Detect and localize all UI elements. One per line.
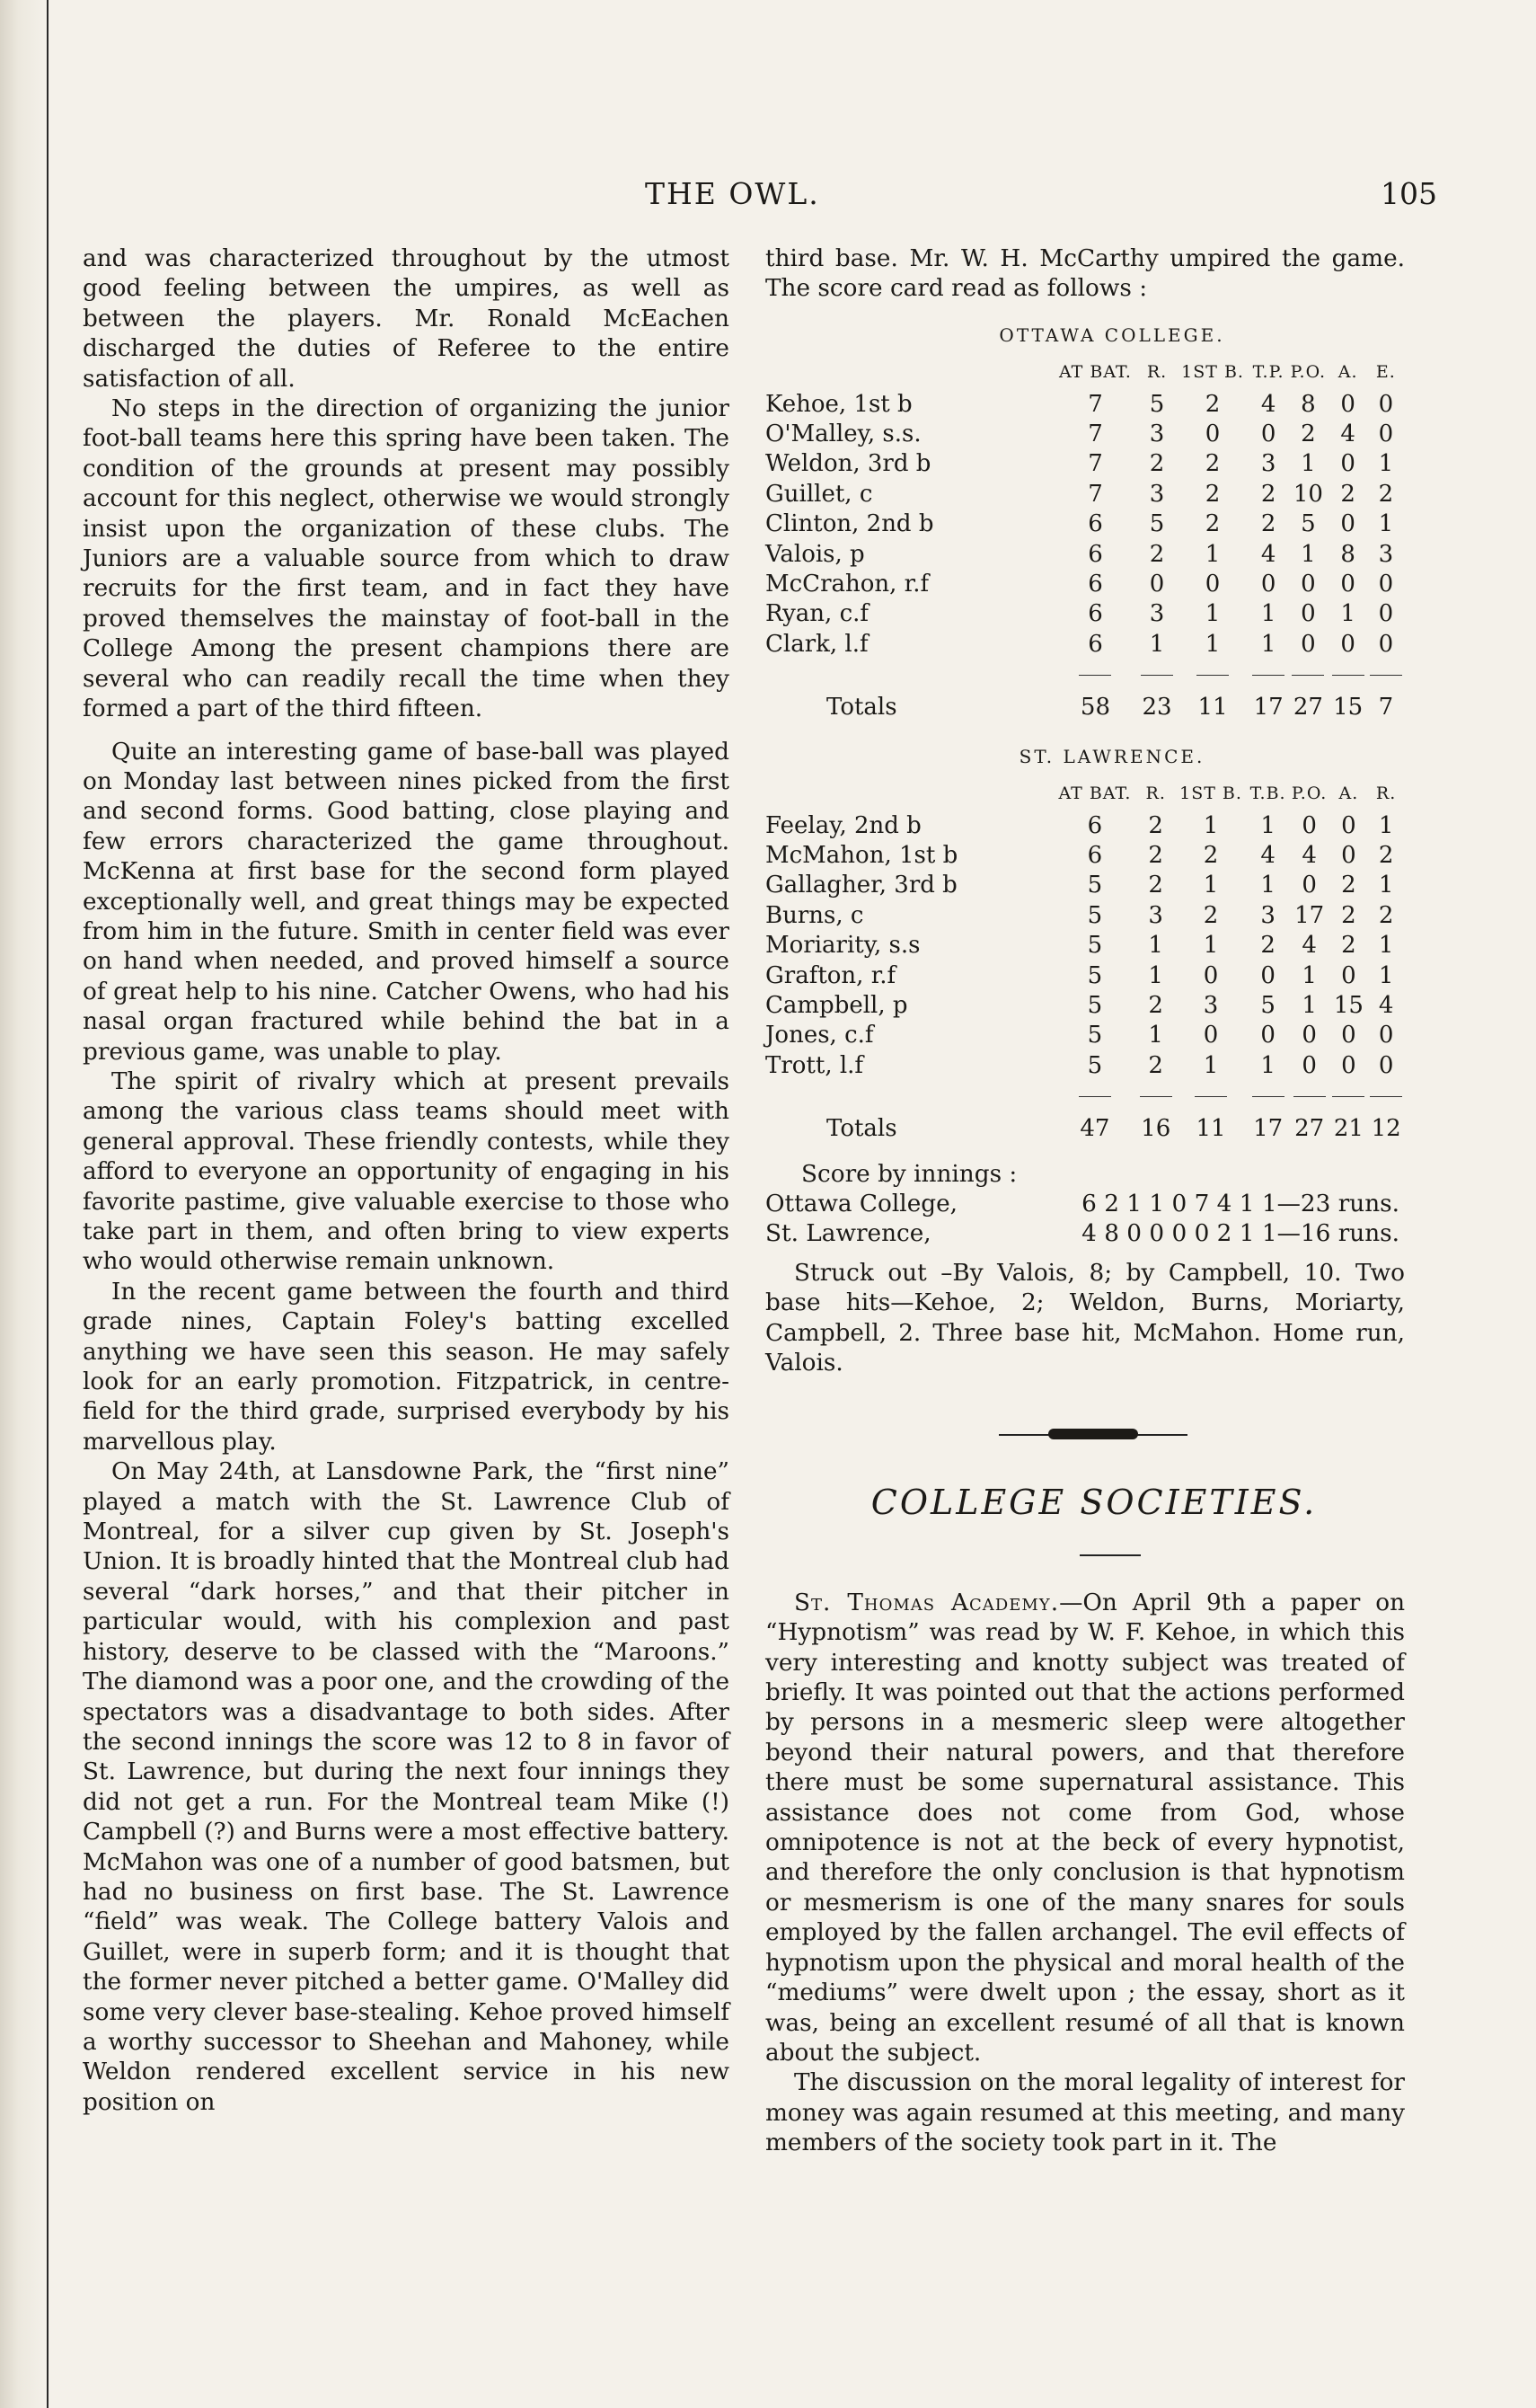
stat-cell: 2 — [1340, 480, 1355, 508]
player-name: Ryan, c.f — [765, 600, 870, 628]
paragraph-text: —On April 9th a paper on “Hypnotism” was read by W. F. Kehoe, in which this very interesting and knotty subject was treated of briefly. It was pointed out that the actions performed by persons in a mesmeric sleep were altogether beyond their natural powers, and that therefore there must be some supernatural assistance. This assistance does not come from God, whose omnipotence is not at the beck of every hypnotist, and therefore the only conclusion is that hypnotism or mesmerism is one of the many snares for souls employed by the fallen archangel. The evil effects of hypnotism upon the physical and moral health of the “mediums” were dwelt upon ; the essay, short as it was, being an excellent resumé of all that is known about the subject. — [765, 1589, 1406, 2067]
paragraph — [765, 1589, 1405, 2069]
table-row — [765, 449, 1405, 479]
stat-cell: 2 — [1378, 841, 1394, 869]
player-name: Weldon, 3rd b — [765, 450, 931, 478]
stat-cell: 1 — [1302, 991, 1317, 1019]
table-header-row — [765, 777, 1405, 810]
totals-rule-row — [765, 660, 1405, 689]
table-row — [765, 811, 1405, 841]
paragraph: No steps in the direction of organizing the junior foot-ball teams here this spring have been taken. The condition of the grounds at present may possibly account for this neglect, otherwise we would strongly insist upon the organization of these clubs. The Juniors are a valuable source from which to draw recruits for the first team, and in fact they have proved themselves the mainstay of foot-ball in the College Among the present champions there are several who can readily recall the time when they formed a part of the third fifteen. — [83, 395, 729, 723]
stat-cell: 3 — [1260, 450, 1276, 478]
stat-cell: 0 — [1301, 600, 1316, 628]
total-cell: 23 — [1142, 693, 1172, 721]
table-row — [765, 509, 1405, 539]
table-row — [765, 991, 1405, 1021]
stat-cell: 0 — [1378, 600, 1394, 628]
book-spine-edge — [0, 0, 49, 2408]
stat-cell: 0 — [1340, 450, 1355, 478]
stat-cell: 4 — [1340, 421, 1355, 448]
player-name: Burns, c — [765, 901, 864, 929]
column-header: T.B. — [1249, 783, 1286, 804]
team-heading-st-lawrence: ST. LAWRENCE. — [1019, 745, 1205, 767]
stat-cell: 3 — [1148, 901, 1163, 929]
stat-cell: 3 — [1260, 901, 1276, 929]
stat-cell: 1 — [1340, 600, 1355, 628]
innings-row-st-lawrence — [765, 1219, 1405, 1249]
total-cell: 11 — [1196, 1114, 1226, 1142]
running-title: THE OWL. — [645, 176, 820, 211]
column-header: R. — [1146, 362, 1168, 383]
innings-score: 4 8 0 0 0 0 2 1 1—16 runs. — [1081, 1220, 1399, 1248]
table-row — [765, 420, 1405, 449]
player-name: Kehoe, 1st b — [765, 390, 913, 418]
player-name: Grafton, r.f — [765, 961, 896, 989]
stat-cell: 5 — [1260, 991, 1276, 1019]
stat-cell: 0 — [1340, 510, 1355, 538]
stat-cell: 0 — [1260, 421, 1276, 448]
stat-cell: 0 — [1341, 1022, 1356, 1049]
column-header: AT BAT. — [1058, 783, 1132, 804]
stat-cell: 2 — [1148, 991, 1163, 1019]
player-name: Clinton, 2nd b — [765, 510, 934, 538]
paragraph: Quite an interesting game of base-ball was played on Monday last between nines picked from the first and second forms. Good batting, close playing and few errors characterized the game throughout. McKenna at first base for the second form played exceptionally well, and great things may be expected from him in the future. Smith in center field was ever on hand when needed, and proved himself a source of great help to his nine. Catcher Owens, who had his nasal organ fractured while behind the bat in a previous game, was unable to play. — [83, 738, 729, 1066]
column-header: A. — [1338, 783, 1359, 804]
player-name: Moriarity, s.s — [765, 932, 921, 960]
stat-cell: 1 — [1203, 932, 1219, 960]
stat-cell: 0 — [1378, 1022, 1394, 1049]
stat-cell: 2 — [1149, 540, 1165, 568]
stat-cell: 1 — [1301, 540, 1316, 568]
stat-cell: 2 — [1148, 811, 1163, 839]
totals-row — [765, 1111, 1405, 1147]
stat-cell: 0 — [1260, 961, 1276, 989]
stat-cell: 3 — [1149, 480, 1165, 508]
stat-cell: 0 — [1203, 961, 1219, 989]
stat-cell: 1 — [1148, 961, 1163, 989]
table-row — [765, 480, 1405, 509]
total-cell: 21 — [1333, 1114, 1364, 1142]
stat-cell: 8 — [1340, 540, 1355, 568]
totals-row — [765, 690, 1405, 726]
total-cell: 27 — [1293, 693, 1323, 721]
stat-cell: 4 — [1378, 991, 1394, 1019]
total-cell: 11 — [1197, 693, 1228, 721]
stat-cell: 4 — [1302, 841, 1317, 869]
stat-cell: 1 — [1302, 961, 1317, 989]
table-row — [765, 599, 1405, 629]
stat-cell: 1 — [1148, 1022, 1163, 1049]
page-number: 105 — [1381, 176, 1437, 211]
stat-cell: 5 — [1087, 901, 1103, 929]
stat-cell: 0 — [1301, 571, 1316, 598]
player-name: Clark, l.f — [765, 630, 869, 658]
stat-cell: 1 — [1148, 932, 1163, 960]
stat-cell: 1 — [1205, 600, 1221, 628]
stat-cell: 1 — [1378, 811, 1394, 839]
column-header: T.P. — [1252, 362, 1284, 383]
stat-cell: 1 — [1301, 450, 1316, 478]
stat-cell: 0 — [1302, 1022, 1317, 1049]
stat-cell: 1 — [1205, 630, 1221, 658]
stat-cell: 5 — [1087, 1051, 1103, 1079]
stat-cell: 0 — [1203, 1022, 1219, 1049]
table-row — [765, 570, 1405, 599]
stat-cell: 6 — [1088, 600, 1103, 628]
stat-cell: 1 — [1378, 961, 1394, 989]
player-name: Campbell, p — [765, 991, 908, 1019]
table-header-row — [765, 356, 1405, 389]
column-header: E. — [1375, 362, 1396, 383]
stat-cell: 0 — [1378, 630, 1394, 658]
player-name: Jones, c.f — [765, 1022, 874, 1049]
table-row — [765, 841, 1405, 871]
stat-cell: 2 — [1148, 841, 1163, 869]
innings-heading: Score by innings : — [801, 1160, 1018, 1188]
paragraph: The discussion on the moral legality of interest for money was again resumed at this meeting, and many members of the society took part in it. The — [765, 2069, 1405, 2157]
table-row — [765, 630, 1405, 660]
stat-cell: 2 — [1341, 901, 1356, 929]
stat-cell: 1 — [1260, 872, 1276, 899]
stat-cell: 0 — [1340, 390, 1355, 418]
stat-cell: 2 — [1341, 932, 1356, 960]
column-header: R. — [1145, 783, 1166, 804]
stat-cell: 1 — [1260, 811, 1276, 839]
stat-cell: 7 — [1088, 450, 1103, 478]
stat-cell: 4 — [1260, 841, 1276, 869]
title-underline — [1080, 1554, 1141, 1556]
stat-cell: 2 — [1149, 450, 1165, 478]
stat-cell: 2 — [1205, 450, 1221, 478]
societies-section — [765, 1589, 1405, 2159]
stat-cell: 1 — [1378, 510, 1394, 538]
stat-cell: 6 — [1088, 571, 1103, 598]
stat-cell: 2 — [1148, 1051, 1163, 1079]
stat-cell: 0 — [1260, 571, 1276, 598]
total-cell: 17 — [1253, 1114, 1284, 1142]
stat-cell: 2 — [1341, 872, 1356, 899]
column-header: P.O. — [1290, 362, 1327, 383]
total-cell: 47 — [1080, 1114, 1110, 1142]
stat-cell: 3 — [1149, 421, 1165, 448]
stat-cell: 0 — [1341, 961, 1356, 989]
stat-cell: 3 — [1149, 600, 1165, 628]
stat-cell: 0 — [1205, 421, 1221, 448]
stat-cell: 2 — [1378, 480, 1394, 508]
paragraph: In the recent game between the fourth and third grade nines, Captain Foley's batting excelled anything we have seen this season. He may safely look for an early promotion. Fitzpatrick, in centre-field for the third grade, surprised everybody by his marvellous play. — [83, 1278, 729, 1456]
total-cell: 17 — [1253, 693, 1284, 721]
stat-cell: 6 — [1087, 811, 1103, 839]
stat-cell: 5 — [1087, 932, 1103, 960]
stat-cell: 2 — [1203, 901, 1219, 929]
table-row — [765, 540, 1405, 570]
total-cell: 15 — [1333, 693, 1364, 721]
stat-cell: 1 — [1378, 450, 1394, 478]
total-cell: 7 — [1378, 693, 1394, 721]
stat-cell: 1 — [1205, 540, 1221, 568]
stat-cell: 2 — [1378, 901, 1394, 929]
stat-cell: 0 — [1378, 1051, 1394, 1079]
stat-cell: 1 — [1260, 600, 1276, 628]
right-column — [765, 244, 1405, 2159]
stat-cell: 1 — [1378, 872, 1394, 899]
column-header: A. — [1337, 362, 1358, 383]
stat-cell: 0 — [1302, 872, 1317, 899]
stat-cell: 1 — [1149, 630, 1165, 658]
society-name: St. Thomas Academy. — [794, 1589, 1060, 1616]
totals-rule-row — [765, 1081, 1405, 1111]
paragraph: On May 24th, at Lansdowne Park, the “first nine” played a match with the St. Lawrence Club of Montreal, for a silver cup given by St. Joseph's Union. It is broadly hinted that the Montreal club had several “dark horses,” and that their pitcher in particular would, with his complexion and past history, deserve to be classed with the “Maroons.” The diamond was a poor one, and the crowding of the spectators was a disadvantage to both sides. After the second innings the score was 12 to 8 in favor of St. Lawrence, but during the next four innings they did not get a run. For the Montreal team Mike (!) Campbell (?) and Burns were a most effective battery. McMahon was one of a number of good batsmen, but had no business on first base. The St. Lawrence “field” was weak. The College battery Valois and Guillet, were in superb form; and it is thought that the former never pitched a better game. O'Malley did some very clever base-stealing. Kehoe proved himself a worthy successor to Sheehan and Mahoney, while Weldon rendered excellent service in his new position on — [83, 1458, 730, 2116]
stat-cell: 6 — [1088, 510, 1103, 538]
stat-cell: 4 — [1260, 540, 1276, 568]
column-header: 1ST B. — [1181, 362, 1244, 383]
table-row — [765, 390, 1405, 420]
team-heading-ottawa: OTTAWA COLLEGE. — [999, 323, 1225, 346]
paragraph: The spirit of rivalry which at present prevails among the various class teams should meet with general approval. These friendly contests, while they afford to everyone an opportunity of engaging in his favorite pastime, give valuable exercise to those who take part in them, and often bring to view experts who would otherwise remain unknown. — [83, 1067, 729, 1276]
stat-cell: 2 — [1148, 872, 1163, 899]
stat-cell: 5 — [1301, 510, 1316, 538]
totals-label: Totals — [826, 693, 897, 721]
column-header: R. — [1375, 783, 1397, 804]
game-summary: Struck out –By Valois, 8; by Campbell, 10. Two base hits—Kehoe, 2; Weldon, Burns, Moriarty, Campbell, 2. Three base hit, McMahon. Home run, Valois. — [765, 1259, 1405, 1377]
section-title: COLLEGE SOCIETIES. — [870, 1483, 1318, 1523]
table-row — [765, 961, 1405, 991]
stat-cell: 7 — [1088, 390, 1103, 418]
stat-cell: 15 — [1333, 991, 1364, 1019]
player-name: McCrahon, r.f — [765, 571, 930, 598]
total-cell: 58 — [1080, 693, 1111, 721]
column-header: P.O. — [1291, 783, 1328, 804]
total-cell: 27 — [1294, 1114, 1325, 1142]
table-row — [765, 931, 1405, 961]
stat-cell: 0 — [1149, 571, 1165, 598]
stat-cell: 3 — [1203, 991, 1219, 1019]
stat-cell: 0 — [1378, 571, 1394, 598]
player-name: O'Malley, s.s. — [765, 421, 922, 448]
score-card-intro: third base. Mr. W. H. McCarthy umpired the game. The score card read as follows : — [765, 245, 1405, 303]
stat-cell: 2 — [1260, 932, 1276, 960]
stat-cell: 5 — [1087, 1022, 1103, 1049]
section-divider-ornament — [765, 1409, 1405, 1463]
stat-cell: 5 — [1149, 390, 1165, 418]
stat-cell: 2 — [1203, 841, 1219, 869]
stat-cell: 0 — [1340, 630, 1355, 658]
left-column — [83, 244, 729, 2118]
total-cell: 16 — [1141, 1114, 1171, 1142]
table-row — [765, 1051, 1405, 1081]
stat-cell: 1 — [1203, 872, 1219, 899]
player-name: Gallagher, 3rd b — [765, 872, 958, 899]
stat-cell: 0 — [1378, 421, 1394, 448]
stat-cell: 0 — [1341, 841, 1356, 869]
stat-cell: 0 — [1341, 1051, 1356, 1079]
stat-cell: 0 — [1378, 390, 1394, 418]
stat-cell: 5 — [1087, 961, 1103, 989]
stat-cell: 1 — [1260, 630, 1276, 658]
stat-cell: 0 — [1302, 811, 1317, 839]
stat-cell: 5 — [1087, 872, 1103, 899]
innings-team: St. Lawrence, — [765, 1220, 931, 1248]
innings-score: 6 2 1 1 0 7 4 1 1—23 runs. — [1081, 1190, 1399, 1217]
column-header: 1ST B. — [1179, 783, 1242, 804]
page-header — [629, 176, 1437, 221]
player-name: Valois, p — [765, 540, 865, 568]
player-name: Feelay, 2nd b — [765, 811, 922, 839]
stat-cell: 2 — [1260, 510, 1276, 538]
stat-cell: 2 — [1260, 480, 1276, 508]
table-row — [765, 901, 1405, 931]
stat-cell: 0 — [1302, 1051, 1317, 1079]
stat-cell: 4 — [1260, 390, 1276, 418]
player-name: McMahon, 1st b — [765, 841, 958, 869]
totals-label: Totals — [826, 1114, 897, 1142]
table-row — [765, 1021, 1405, 1050]
stat-cell: 5 — [1149, 510, 1165, 538]
score-table-st-lawrence — [765, 777, 1405, 1146]
stat-cell: 10 — [1293, 480, 1323, 508]
stat-cell: 7 — [1088, 480, 1103, 508]
stat-cell: 2 — [1205, 480, 1221, 508]
stat-cell: 0 — [1301, 630, 1316, 658]
stat-cell: 0 — [1340, 571, 1355, 598]
innings-row-ottawa — [765, 1190, 1405, 1219]
stat-cell: 1 — [1203, 1051, 1219, 1079]
stat-cell: 8 — [1301, 390, 1316, 418]
table-row — [765, 871, 1405, 900]
stat-cell: 0 — [1341, 811, 1356, 839]
stat-cell: 3 — [1378, 540, 1394, 568]
stat-cell: 2 — [1205, 510, 1221, 538]
stat-cell: 4 — [1302, 932, 1317, 960]
player-name: Trott, l.f — [765, 1051, 864, 1079]
stat-cell: 2 — [1301, 421, 1316, 448]
stat-cell: 17 — [1294, 901, 1325, 929]
stat-cell: 2 — [1205, 390, 1221, 418]
stat-cell: 1 — [1260, 1051, 1276, 1079]
stat-cell: 1 — [1203, 811, 1219, 839]
player-name: Guillet, c — [765, 480, 873, 508]
stat-cell: 0 — [1260, 1022, 1276, 1049]
stat-cell: 6 — [1087, 841, 1103, 869]
score-table-ottawa — [765, 356, 1405, 725]
innings-team: Ottawa College, — [765, 1190, 958, 1217]
stat-cell: 0 — [1205, 571, 1221, 598]
paragraph: and was characterized throughout by the utmost good feeling between the umpires, as well as between the players. Mr. Ronald McEachen discharged the duties of Referee to the entire satisfaction of all. — [83, 245, 729, 393]
stat-cell: 5 — [1087, 991, 1103, 1019]
stat-cell: 6 — [1088, 630, 1103, 658]
stat-cell: 7 — [1088, 421, 1103, 448]
stat-cell: 1 — [1378, 932, 1394, 960]
total-cell: 12 — [1371, 1114, 1401, 1142]
stat-cell: 6 — [1088, 540, 1103, 568]
column-header: AT BAT. — [1058, 362, 1132, 383]
